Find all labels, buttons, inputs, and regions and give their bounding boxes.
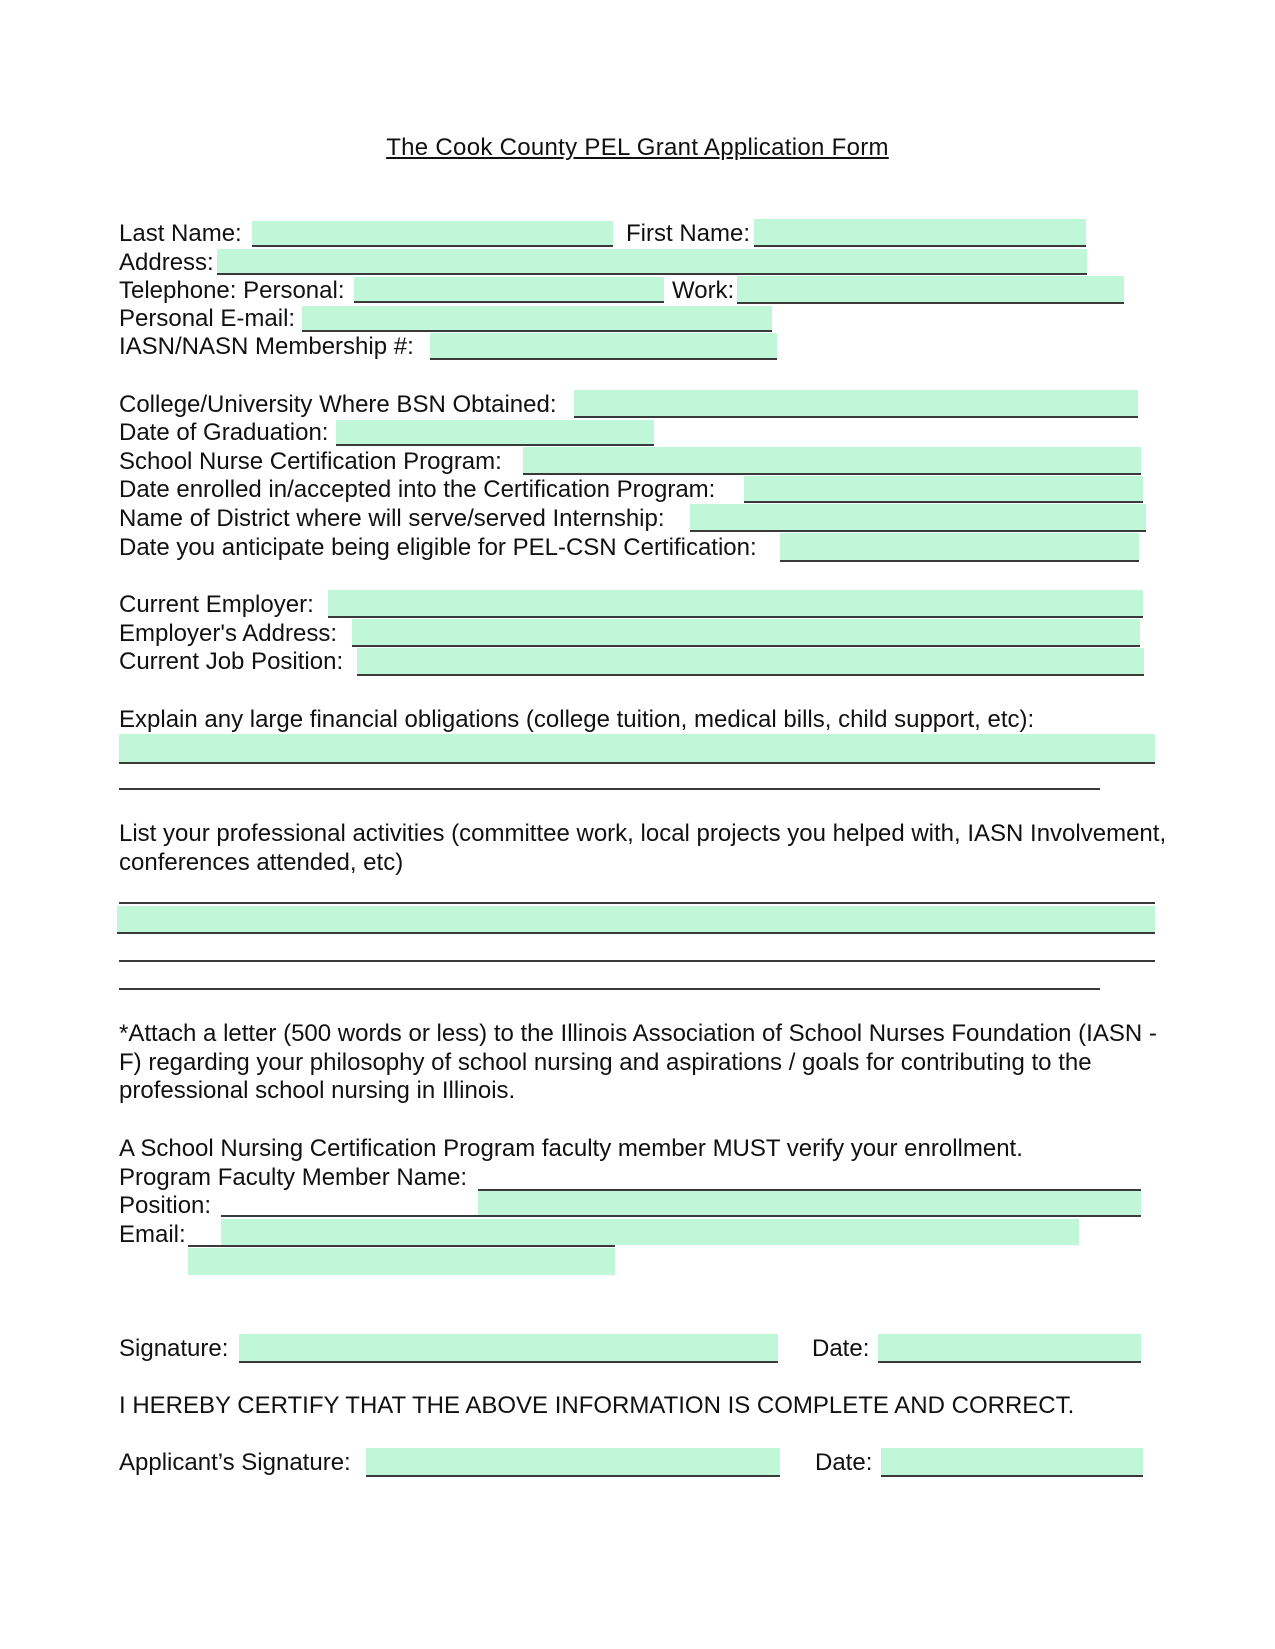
membership-field[interactable]: [430, 333, 777, 360]
signature-date-label: Date:: [812, 1335, 870, 1362]
certification-program-label: School Nurse Certification Program:: [119, 448, 502, 475]
signature-label: Signature:: [119, 1335, 229, 1362]
attach-letter-text: *Attach a letter (500 words or less) to the Illinois Association of School Nurses Foundation (IASN - F) regarding your philosophy of school nursing and aspirations / goals for contributing to the professional school nursing in Illinois.: [119, 1020, 1157, 1104]
date-enrolled-field[interactable]: [744, 476, 1143, 503]
financial-obligations-label: Explain any large financial obligations (college tuition, medical bills, child support, etc):: [119, 706, 1035, 733]
applicant-signature-label: Applicant’s Signature:: [119, 1449, 351, 1476]
telephone-personal-field[interactable]: [354, 277, 664, 303]
date-enrolled-label: Date enrolled in/accepted into the Certification Program:: [119, 476, 716, 503]
applicant-signature-field[interactable]: [366, 1448, 780, 1477]
last-name-label: Last Name:: [119, 220, 242, 247]
faculty-name-label: Program Faculty Member Name:: [119, 1164, 468, 1191]
current-employer-label: Current Employer:: [119, 591, 314, 618]
telephone-work-field[interactable]: [737, 276, 1124, 304]
employer-address-field[interactable]: [352, 619, 1140, 647]
district-internship-field[interactable]: [690, 504, 1146, 532]
graduation-date-label: Date of Graduation:: [119, 419, 329, 446]
email-field-continuation[interactable]: [188, 1248, 615, 1275]
district-internship-label: Name of District where will serve/served Internship:: [119, 505, 665, 532]
professional-activities-line-4[interactable]: [119, 988, 1100, 990]
email-label: Email:: [119, 1221, 186, 1248]
financial-obligations-line-1[interactable]: [119, 734, 1155, 764]
current-job-position-field[interactable]: [357, 648, 1144, 676]
page-title: The Cook County PEL Grant Application Form: [386, 134, 889, 161]
professional-activities-label: List your professional activities (committee work, local projects you helped with, IASN Involvement, conferences attended, etc): [119, 820, 1167, 876]
membership-label: IASN/NASN Membership #:: [119, 333, 414, 360]
certify-statement: I HEREBY CERTIFY THAT THE ABOVE INFORMATION IS COMPLETE AND CORRECT.: [119, 1392, 1075, 1419]
professional-activities-line-1[interactable]: [119, 902, 1155, 904]
professional-activities-line-3[interactable]: [119, 960, 1155, 962]
position-field[interactable]: [221, 1215, 1079, 1217]
first-name-field[interactable]: [754, 219, 1086, 247]
signature-field[interactable]: [239, 1334, 778, 1363]
graduation-date-field[interactable]: [336, 420, 654, 446]
first-name-label: First Name:: [626, 220, 751, 247]
certification-program-field[interactable]: [523, 447, 1141, 475]
email-field[interactable]: [221, 1219, 1079, 1245]
last-name-field[interactable]: [252, 221, 613, 247]
faculty-verify-text: A School Nursing Certification Program faculty member MUST verify your enrollment.: [119, 1135, 1023, 1162]
current-employer-field[interactable]: [328, 590, 1143, 618]
college-field[interactable]: [574, 390, 1138, 418]
applicant-date-field[interactable]: [881, 1448, 1143, 1477]
position-label: Position:: [119, 1192, 212, 1219]
signature-date-field[interactable]: [878, 1334, 1141, 1363]
college-label: College/University Where BSN Obtained:: [119, 391, 557, 418]
anticipated-date-label: Date you anticipate being eligible for PEL-CSN Certification:: [119, 534, 757, 561]
employer-address-label: Employer's Address:: [119, 620, 338, 647]
work-label: Work:: [672, 277, 735, 304]
email-field-underline: [188, 1245, 615, 1247]
financial-obligations-line-2[interactable]: [119, 788, 1100, 790]
address-field[interactable]: [217, 249, 1087, 275]
current-job-position-label: Current Job Position:: [119, 648, 344, 675]
personal-email-field[interactable]: [302, 306, 772, 332]
anticipated-date-field[interactable]: [780, 533, 1139, 562]
telephone-personal-label: Telephone: Personal:: [119, 277, 345, 304]
position-field-highlight[interactable]: [478, 1191, 1141, 1217]
applicant-date-label: Date:: [815, 1449, 873, 1476]
professional-activities-line-2[interactable]: [117, 906, 1155, 934]
personal-email-label: Personal E-mail:: [119, 305, 296, 332]
address-label: Address:: [119, 249, 214, 276]
